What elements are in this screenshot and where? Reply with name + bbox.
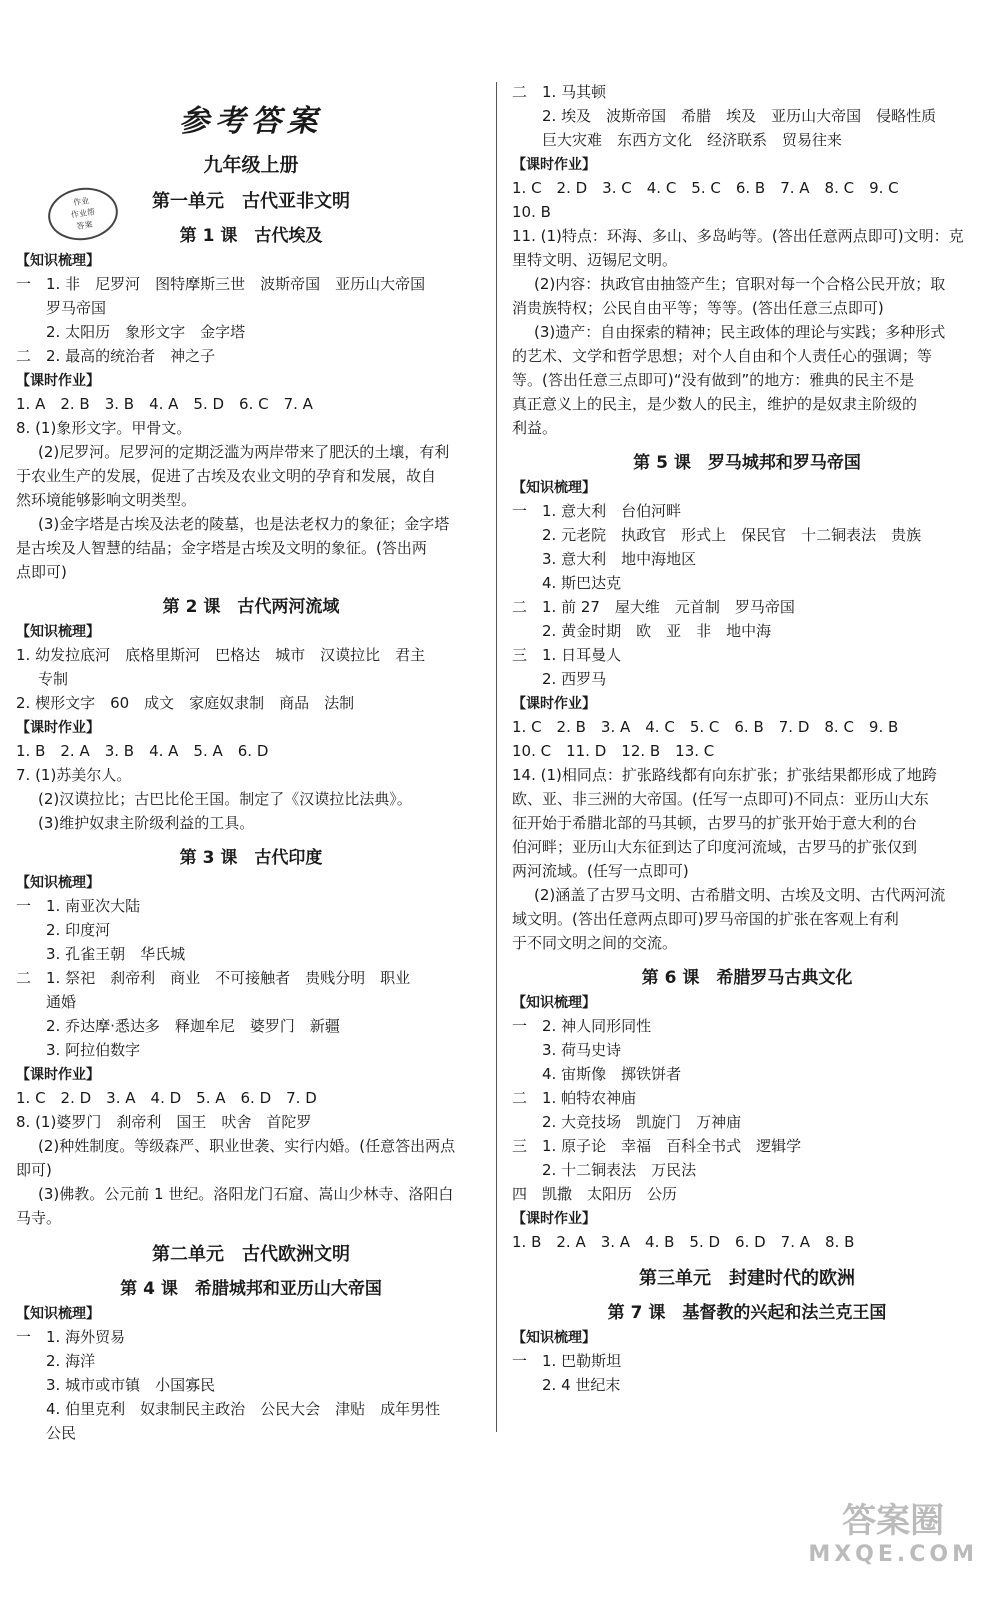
answer-line: 2. 太阳历 象形文字 金字塔 bbox=[46, 323, 246, 341]
answer-line: 然环境能够影响文明类型。 bbox=[16, 491, 197, 509]
answer-line: 2. 元老院 执政官 形式上 保民官 十二铜表法 贵族 bbox=[542, 526, 922, 544]
answer-line: 二 2. 最高的统治者 神之子 bbox=[16, 347, 216, 365]
watermark-line2: MXQE.COM bbox=[808, 1542, 978, 1567]
answer-line: 欧、亚、非三洲的大帝国。(任写一点即可)不同点：亚历山大东 bbox=[512, 790, 929, 808]
answer-line: 于不同文明之间的交流。 bbox=[512, 934, 678, 952]
answer-line: 4. 斯巴达克 bbox=[542, 574, 622, 592]
answer-line: 1. 幼发拉底河 底格里斯河 巴格达 城市 汉谟拉比 君主 bbox=[16, 646, 426, 664]
answer-line: 一 1. 非 尼罗河 图特摩斯三世 波斯帝国 亚历山大帝国 bbox=[16, 275, 426, 293]
answer-line: 真正意义上的民主，是少数人的民主，维护的是奴隶主阶级的 bbox=[512, 395, 918, 413]
left-column bbox=[16, 88, 486, 1445]
section-heading: 【课时作业】 bbox=[16, 720, 100, 736]
answer-line: 通婚 bbox=[46, 993, 77, 1011]
answer-line: 2. 楔形文字 60 成文 家庭奴隶制 商品 法制 bbox=[16, 694, 355, 712]
answer-line: 2. 大竞技场 凯旋门 万神庙 bbox=[542, 1113, 742, 1131]
answer-line: 4. 伯里克利 奴隶制民主政治 公民大会 津贴 成年男性 bbox=[46, 1400, 441, 1418]
watermark bbox=[808, 1501, 978, 1572]
answer-line: (3)佛教。公元前 1 世纪。洛阳龙门石窟、嵩山少林寺、洛阳白 bbox=[38, 1185, 454, 1203]
lesson-heading: 第 5 课 罗马城邦和罗马帝国 bbox=[633, 453, 861, 473]
answer-line: 利益。 bbox=[512, 419, 558, 437]
lesson-heading: 第 3 课 古代印度 bbox=[179, 848, 323, 868]
answer-line: (3)遗产：自由探索的精神；民主政体的理论与实践；多种形式 bbox=[534, 323, 946, 341]
answer-line: (3)金字塔是古埃及法老的陵墓，也是法老权力的象征；金字塔 bbox=[38, 515, 450, 533]
answer-line: 于农业生产的发展，促进了古埃及农业文明的孕育和发展，故自 bbox=[16, 467, 437, 485]
section-heading: 【知识梳理】 bbox=[16, 1306, 100, 1322]
answer-line: 2. 十二铜表法 万民法 bbox=[542, 1161, 697, 1179]
section-heading: 【知识梳理】 bbox=[512, 480, 596, 496]
answer-line: 三 1. 原子论 幸福 百科全书式 逻辑学 bbox=[512, 1137, 802, 1155]
answer-line: 7. (1)苏美尔人。 bbox=[16, 766, 132, 784]
answer-line: 2. 埃及 波斯帝国 希腊 埃及 亚历山大帝国 侵略性质 bbox=[542, 107, 937, 125]
answer-line: 3. 孔雀王朝 华氏城 bbox=[46, 945, 186, 963]
section-heading: 【课时作业】 bbox=[512, 157, 596, 173]
section-heading: 【课时作业】 bbox=[16, 373, 100, 389]
answer-line: 1. B 2. A 3. B 4. A 5. A 6. D bbox=[16, 742, 269, 760]
answer-line: 两河流域。(任写一点即可) bbox=[512, 862, 689, 880]
section-heading: 【知识梳理】 bbox=[16, 624, 100, 640]
lesson-heading: 第 1 课 古代埃及 bbox=[179, 226, 323, 246]
left-content bbox=[16, 187, 486, 1445]
answer-line: 1. C 2. D 3. C 4. C 5. C 6. B 7. A 8. C 9. C bbox=[512, 179, 899, 197]
section-heading: 【课时作业】 bbox=[512, 696, 596, 712]
answer-line: 点即可) bbox=[16, 563, 67, 581]
lesson-heading: 第 6 课 希腊罗马古典文化 bbox=[641, 968, 853, 988]
answer-line: 3. 意大利 地中海地区 bbox=[542, 550, 697, 568]
answer-line: (2)汉谟拉比；古巴比伦王国。制定了《汉谟拉比法典》。 bbox=[38, 790, 412, 808]
answer-line: 伯河畔；亚历山大东征到达了印度河流域，古罗马的扩张仅到 bbox=[512, 838, 918, 856]
answer-line: 1. C 2. D 3. A 4. D 5. A 6. D 7. D bbox=[16, 1089, 317, 1107]
answer-line: 一 2. 神人同形同性 bbox=[512, 1017, 652, 1035]
answer-line: 2. 4 世纪末 bbox=[542, 1376, 621, 1394]
answer-line: 二 1. 马其顿 bbox=[512, 83, 607, 101]
answer-line: 3. 城市或市镇 小国寡民 bbox=[46, 1376, 216, 1394]
answer-line: 四 凯撒 太阳历 公历 bbox=[512, 1185, 678, 1203]
answer-line: (2)内容：执政官由抽签产生；官职对每一个合格公民开放；取 bbox=[534, 275, 946, 293]
lesson-heading: 第 4 课 希腊城邦和亚历山大帝国 bbox=[120, 1279, 382, 1299]
answer-line: 的艺术、文学和哲学思想；对个人自由和个人责任心的强调；等 bbox=[512, 347, 933, 365]
answer-line: (2)涵盖了古罗马文明、古希腊文明、古埃及文明、古代两河流 bbox=[534, 886, 946, 904]
answer-line: 二 1. 前 27 屋大维 元首制 罗马帝国 bbox=[512, 598, 795, 616]
answer-line: 专制 bbox=[38, 670, 69, 688]
answer-line: (3)维护奴隶主阶级利益的工具。 bbox=[38, 814, 255, 832]
answer-line: 8. (1)象形文字。甲骨文。 bbox=[16, 419, 192, 437]
answer-line: 2. 海洋 bbox=[46, 1352, 96, 1370]
answer-line: 征开始于希腊北部的马其顿，古罗马的扩张开始于意大利的台 bbox=[512, 814, 918, 832]
answer-line: 巨大灾难 东西方文化 经济联系 贸易往来 bbox=[542, 131, 843, 149]
answer-line: 3. 阿拉伯数字 bbox=[46, 1041, 141, 1059]
section-heading: 【知识梳理】 bbox=[16, 875, 100, 891]
answer-line: 1. A 2. B 3. B 4. A 5. D 6. C 7. A bbox=[16, 395, 313, 413]
answer-line: 一 1. 海外贸易 bbox=[16, 1328, 126, 1346]
section-heading: 【知识梳理】 bbox=[512, 995, 596, 1011]
answer-line: 消贵族特权；公民自由平等；等等。(答出任意三点即可) bbox=[512, 299, 884, 317]
lesson-heading: 第 7 课 基督教的兴起和法兰克王国 bbox=[607, 1303, 887, 1323]
answer-line: (2)尼罗河。尼罗河的定期泛滥为两岸带来了肥沃的土壤，有利 bbox=[38, 443, 450, 461]
answer-line: 二 1. 祭祀 刹帝利 商业 不可接触者 贵贱分明 职业 bbox=[16, 969, 411, 987]
column-divider bbox=[496, 82, 497, 1432]
unit-heading: 第二单元 古代欧洲文明 bbox=[152, 1244, 350, 1265]
answer-line: 10. B bbox=[512, 203, 551, 221]
answer-line: 是古埃及人智慧的结晶；金字塔是古埃及文明的象征。(答出两 bbox=[16, 539, 427, 557]
section-heading: 【知识梳理】 bbox=[16, 253, 100, 269]
section-heading: 【课时作业】 bbox=[16, 1067, 100, 1083]
answer-line: 即可) bbox=[16, 1161, 52, 1179]
answer-line: 二 1. 帕特农神庙 bbox=[512, 1089, 637, 1107]
answer-line: 公民 bbox=[46, 1424, 77, 1442]
page-title: 参考答案 bbox=[179, 104, 323, 139]
unit-heading: 第一单元 古代亚非文明 bbox=[152, 191, 350, 212]
answer-line: 一 1. 巴勒斯坦 bbox=[512, 1352, 622, 1370]
answer-line: 2. 印度河 bbox=[46, 921, 111, 939]
answer-line: 1. B 2. A 3. A 4. B 5. D 6. D 7. A 8. B bbox=[512, 1233, 855, 1251]
answer-line: 3. 荷马史诗 bbox=[542, 1041, 622, 1059]
lesson-heading: 第 2 课 古代两河流域 bbox=[162, 597, 340, 617]
answer-line: 里特文明、迈锡尼文明。 bbox=[512, 251, 678, 269]
answer-line: 马寺。 bbox=[16, 1209, 62, 1227]
stamp-logo: 作业 作业帮 答案 bbox=[45, 183, 122, 244]
answer-line: 2. 黄金时期 欧 亚 非 地中海 bbox=[542, 622, 772, 640]
unit-heading: 第三单元 封建时代的欧洲 bbox=[639, 1268, 855, 1289]
answer-line: 罗马帝国 bbox=[46, 299, 107, 317]
answer-line: 等。(答出任意三点即可)“没有做到”的地方：雅典的民主不是 bbox=[512, 371, 915, 389]
answer-line: 10. C 11. D 12. B 13. C bbox=[512, 742, 715, 760]
answer-line: 三 1. 日耳曼人 bbox=[512, 646, 622, 664]
answer-line: 2. 乔达摩·悉达多 释迦牟尼 婆罗门 新疆 bbox=[46, 1017, 340, 1035]
answer-line: 1. C 2. B 3. A 4. C 5. C 6. B 7. D 8. C 9. B bbox=[512, 718, 899, 736]
section-heading: 【知识梳理】 bbox=[512, 1330, 596, 1346]
watermark-line1: 答案圈 bbox=[842, 1501, 945, 1541]
answer-line: 一 1. 南亚次大陆 bbox=[16, 897, 141, 915]
section-heading: 【课时作业】 bbox=[512, 1211, 596, 1227]
answer-line: (2)种姓制度。等级森严、职业世袭、实行内婚。(任意答出两点 bbox=[38, 1137, 456, 1155]
answer-line: 14. (1)相同点：扩张路线都有向东扩张；扩张结果都形成了地跨 bbox=[512, 766, 937, 784]
answer-line: 4. 宙斯像 掷铁饼者 bbox=[542, 1065, 682, 1083]
answer-line: 域文明。(答出任意两点即可)罗马帝国的扩张在客观上有利 bbox=[512, 910, 899, 928]
grade-heading: 九年级上册 bbox=[203, 154, 299, 176]
right-content bbox=[512, 80, 982, 1397]
right-column bbox=[512, 80, 982, 1397]
answer-line: 一 1. 意大利 台伯河畔 bbox=[512, 502, 682, 520]
answer-line: 2. 西罗马 bbox=[542, 670, 607, 688]
answer-line: 8. (1)婆罗门 刹帝利 国王 吠舍 首陀罗 bbox=[16, 1113, 312, 1131]
answer-line: 11. (1)特点：环海、多山、多岛屿等。(答出任意两点即可)文明：克 bbox=[512, 227, 964, 245]
